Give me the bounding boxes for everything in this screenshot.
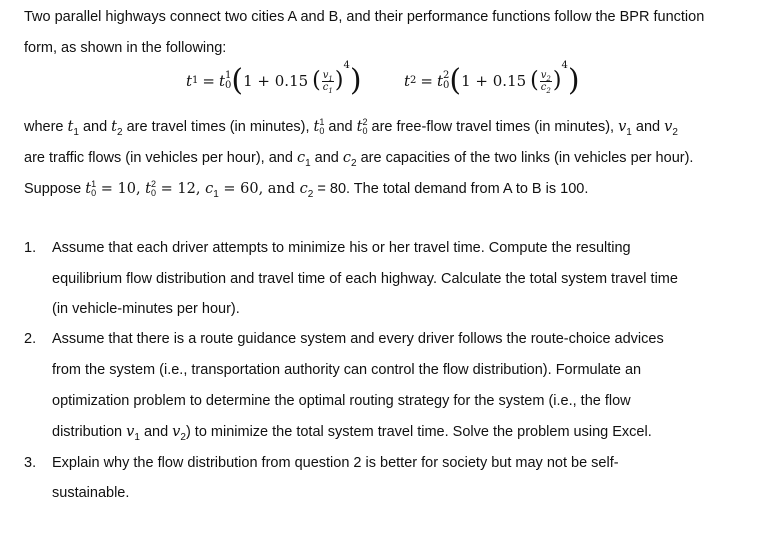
equation-t1: t 1 = t 1 0 ( 1 + 0.15 ( $\frac{v_1}{c_1}$ ) 4 ) — [186, 60, 362, 98]
question-2-line-4: distribution $v_1$ and $v_2$) to minimize the total system travel time. Solve the problem using Excel. — [52, 424, 652, 443]
question-3-line-1: Explain why the flow distribution from question 2 is better for society but may not be self- — [52, 455, 619, 471]
equation-row — [0, 62, 769, 106]
question-2-line-1: Assume that there is a route guidance system and every driver follows the route-choice advices — [52, 331, 664, 347]
question-3-number: 3. — [24, 455, 37, 471]
where-line-2: are traffic flows (in vehicles per hour), and $c_1$ and $c_2$ are capacities of the two links (in vehicles per hour). — [24, 150, 694, 169]
question-2-line-3: optimization problem to determine the optimal routing strategy for the system (i.e., the flow — [52, 393, 631, 409]
question-2-number: 2. — [24, 331, 37, 347]
where-line-3: Suppose t 1 0 = 10, t 2 0 = 12, $c_1 = 60$, and $c_2 = 80$. The total demand from A to B is 100. — [24, 179, 589, 200]
where-line-1: where $t_1$ and $t_2$ are travel times (in minutes), t 1 0 and t 2 0 are free-flow travel times (in minutes), $v_1$ and $v_2$ — [24, 117, 678, 138]
question-1-line-3: (in vehicle-minutes per hour). — [52, 301, 240, 317]
question-3-line-2: sustainable. — [52, 485, 130, 501]
intro-line-2: form, as shown in the following: — [24, 40, 227, 56]
question-1-line-2: equilibrium flow distribution and travel time of each highway. Calculate the total system travel time — [52, 271, 678, 287]
question-2-line-2: from the system (i.e., transportation authority can control the flow distribution). Formulate an — [52, 362, 642, 378]
equation-t2: t 2 = t 2 0 ( 1 + 0.15 ( $\frac{v_2}{c_2}$ ) 4 ) — [404, 60, 580, 98]
intro-line-1: Two parallel highways connect two cities A and B, and their performance functions follow the BPR function — [24, 9, 705, 25]
question-1-number: 1. — [24, 240, 37, 256]
question-1-line-1: Assume that each driver attempts to minimize his or her travel time. Compute the resulting — [52, 240, 631, 256]
